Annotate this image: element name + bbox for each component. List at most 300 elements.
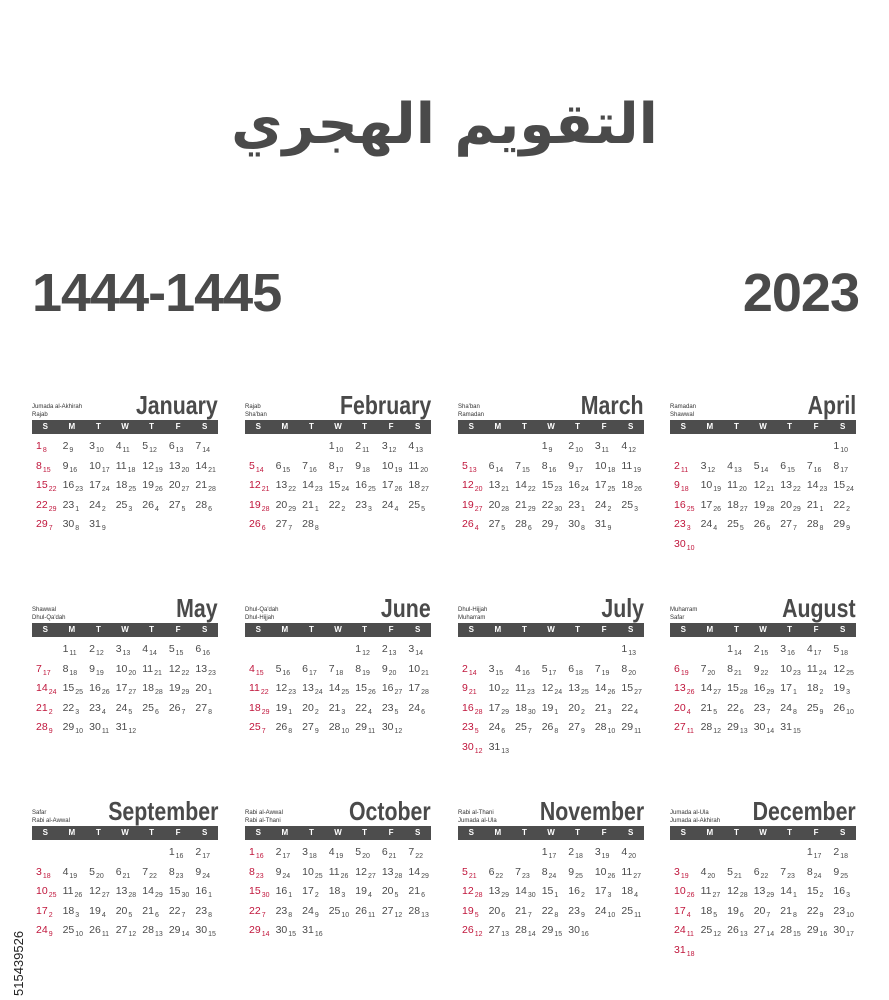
day-cell <box>378 846 405 866</box>
hijri-day: 2 <box>580 892 585 899</box>
day-cell <box>85 905 112 925</box>
gregorian-day: 30 <box>195 924 208 936</box>
hijri-day: 3 <box>846 689 850 696</box>
day-cell <box>272 924 299 944</box>
hijri-day: 10 <box>607 911 616 919</box>
gregorian-day: 25 <box>328 904 341 917</box>
weekday-label: W <box>334 828 342 837</box>
gregorian-day: 2 <box>568 846 575 858</box>
day-cell <box>272 702 299 722</box>
hijri-month-name: Dhul-Qa'dah <box>245 607 279 613</box>
gregorian-day: 15 <box>355 682 367 694</box>
day-cell <box>112 460 139 480</box>
day-cell <box>538 885 565 905</box>
gregorian-day: 11 <box>62 885 74 897</box>
gregorian-day: 8 <box>62 662 69 675</box>
day-cell <box>138 440 165 460</box>
hijri-day: 27 <box>633 872 642 880</box>
gregorian-day: 4 <box>727 459 733 472</box>
gregorian-day: 8 <box>168 865 175 878</box>
hijri-day: 21 <box>501 486 510 493</box>
day-cell <box>617 643 644 663</box>
day-cell <box>165 682 192 702</box>
hijri-day: 23 <box>792 669 801 677</box>
day-cell <box>378 885 405 905</box>
gregorian-day: 3 <box>89 440 95 452</box>
gregorian-day: 20 <box>302 701 314 714</box>
weekday-label: W <box>759 828 767 837</box>
day-cell <box>59 440 86 460</box>
day-cell <box>85 518 112 538</box>
gregorian-day: 27 <box>302 721 314 733</box>
gregorian-day: 14 <box>594 682 607 694</box>
gregorian-day: 30 <box>568 518 580 530</box>
day-cell <box>378 440 405 460</box>
days-grid <box>32 846 218 944</box>
day-cell <box>351 702 378 722</box>
hijri-day: 7 <box>766 708 771 716</box>
gregorian-day: 10 <box>89 459 101 472</box>
gregorian-day: 9 <box>275 865 282 878</box>
gregorian-day: 12 <box>462 885 474 897</box>
day-cell <box>776 682 803 702</box>
day-cell <box>829 885 856 905</box>
empty-cell <box>298 440 325 460</box>
day-cell <box>564 924 591 944</box>
gregorian-day: 28 <box>806 518 819 530</box>
day-cell <box>538 682 565 702</box>
hijri-day: 7 <box>48 525 53 532</box>
day-cell <box>750 682 777 702</box>
hijri-day: 15 <box>521 466 530 474</box>
weekday-header <box>458 623 644 637</box>
weekday-label: S <box>627 828 634 837</box>
hijri-day: 23 <box>208 669 216 677</box>
day-cell <box>829 924 856 944</box>
day-cell <box>298 846 325 866</box>
hijri-month-name: Muharram <box>458 615 486 621</box>
month-may <box>32 593 218 779</box>
gregorian-day: 7 <box>780 865 787 878</box>
gregorian-day: 15 <box>168 885 181 897</box>
gregorian-day: 27 <box>115 924 128 936</box>
weekday-label: T <box>787 422 792 431</box>
gregorian-day: 29 <box>36 518 48 530</box>
hijri-day: 13 <box>501 931 510 938</box>
hijri-month-name: Jumada al-Akhirah <box>32 404 83 410</box>
day-cell <box>485 721 512 741</box>
day-cell <box>723 885 750 905</box>
gregorian-day: 14 <box>515 479 527 491</box>
day-cell <box>191 479 218 499</box>
gregorian-day: 28 <box>780 924 792 936</box>
hijri-day: 9 <box>548 447 553 454</box>
day-cell <box>138 866 165 886</box>
day-cell <box>112 479 139 499</box>
day-cell <box>776 643 803 663</box>
gregorian-day: 4 <box>806 643 813 655</box>
gregorian-day: 11 <box>621 459 633 472</box>
gregorian-day: 22 <box>355 701 367 714</box>
gregorian-day: 24 <box>302 904 314 917</box>
day-cell <box>591 846 618 866</box>
gregorian-day: 23 <box>568 498 580 511</box>
day-cell <box>112 866 139 886</box>
gregorian-day: 27 <box>381 904 394 917</box>
day-cell <box>245 702 272 722</box>
gregorian-day: 3 <box>115 643 122 655</box>
hijri-day: 17 <box>202 853 211 860</box>
hijri-day: 12 <box>713 931 722 938</box>
day-cell <box>564 682 591 702</box>
weekday-label: S <box>627 422 634 431</box>
hijri-day: 15 <box>255 669 264 677</box>
day-cell <box>458 663 485 683</box>
gregorian-day: 7 <box>195 440 202 452</box>
day-cell <box>325 905 352 925</box>
day-cell <box>617 846 644 866</box>
gregorian-day: 14 <box>515 885 527 897</box>
day-cell <box>404 499 431 519</box>
hijri-day: 27 <box>394 689 403 696</box>
day-cell <box>272 663 299 683</box>
gregorian-day: 15 <box>833 479 846 491</box>
gregorian-day: 29 <box>541 518 554 530</box>
day-cell <box>750 924 777 944</box>
day-cell <box>697 499 724 519</box>
gregorian-day: 23 <box>753 701 766 714</box>
empty-cell <box>458 846 485 866</box>
hijri-day: 29 <box>792 505 801 513</box>
hijri-day: 13 <box>733 466 742 474</box>
weekday-label: W <box>334 422 342 431</box>
day-cell <box>750 499 777 519</box>
gregorian-day: 13 <box>674 682 686 694</box>
empty-cell <box>325 643 352 663</box>
day-cell <box>59 885 86 905</box>
gregorian-day: 31 <box>674 943 686 956</box>
weekday-label: F <box>388 828 394 837</box>
day-cell <box>564 663 591 683</box>
weekday-label: W <box>121 828 129 837</box>
hijri-day: 3 <box>607 892 612 899</box>
weekday-label: T <box>308 625 314 634</box>
day-cell <box>564 460 591 480</box>
hijri-day: 15 <box>42 466 51 474</box>
day-cell <box>85 885 112 905</box>
gregorian-day: 18 <box>621 885 634 897</box>
hijri-day: 17 <box>282 853 291 860</box>
hijri-day: 5 <box>739 525 744 532</box>
gregorian-day: 23 <box>833 904 846 917</box>
hijri-day: 12 <box>628 447 637 454</box>
weekday-label: S <box>255 828 261 837</box>
hijri-day: 24 <box>341 486 350 493</box>
weekday-label: T <box>575 422 580 431</box>
day-cell <box>617 905 644 925</box>
day-cell <box>564 721 591 741</box>
day-cell <box>245 518 272 538</box>
gregorian-day: 28 <box>594 721 607 733</box>
hijri-day: 22 <box>260 689 269 696</box>
gregorian-day: 22 <box>249 904 261 917</box>
gregorian-day: 21 <box>515 904 527 917</box>
day-cell <box>803 499 830 519</box>
gregorian-day: 15 <box>328 479 341 491</box>
day-cell <box>191 885 218 905</box>
hijri-day: 17 <box>548 669 557 677</box>
weekday-label: T <box>362 828 367 837</box>
day-cell <box>298 721 325 741</box>
day-cell <box>803 846 830 866</box>
day-cell <box>325 721 352 741</box>
hijri-day: 13 <box>175 447 184 454</box>
gregorian-day: 26 <box>833 701 846 714</box>
gregorian-day: 28 <box>142 924 154 936</box>
hijri-day: 5 <box>181 505 186 513</box>
gregorian-day: 30 <box>89 721 101 733</box>
gregorian-day: 18 <box>806 682 819 694</box>
gregorian-day: 14 <box>328 682 341 694</box>
gregorian-day: 18 <box>142 682 154 694</box>
weekday-label: F <box>813 625 819 634</box>
day-cell <box>458 702 485 722</box>
gregorian-day: 18 <box>249 701 261 714</box>
hijri-day: 30 <box>554 505 563 513</box>
day-cell <box>538 663 565 683</box>
hijri-day: 11 <box>634 911 642 919</box>
hijri-months-label <box>458 403 484 419</box>
gregorian-day: 7 <box>515 459 521 472</box>
day-cell <box>697 702 724 722</box>
hijri-day: 15 <box>760 650 769 657</box>
hijri-day: 3 <box>634 505 638 513</box>
gregorian-day: 14 <box>806 479 819 491</box>
hijri-day: 8 <box>42 447 47 454</box>
gregorian-day: 9 <box>568 459 575 472</box>
gregorian-day: 17 <box>381 479 394 491</box>
empty-cell <box>697 643 724 663</box>
gregorian-day: 7 <box>594 662 601 675</box>
gregorian-day: 2 <box>753 643 760 655</box>
day-cell <box>485 866 512 886</box>
hijri-day: 19 <box>69 872 78 880</box>
hijri-months-label <box>245 606 279 622</box>
day-cell <box>351 721 378 741</box>
day-cell <box>245 866 272 886</box>
hijri-day: 4 <box>101 911 106 919</box>
hijri-day: 19 <box>95 669 104 677</box>
day-cell <box>298 905 325 925</box>
gregorian-day: 8 <box>328 459 335 472</box>
hijri-month-name: Rabi al-Awwal <box>32 818 70 824</box>
gregorian-day: 31 <box>780 721 792 733</box>
day-cell <box>829 460 856 480</box>
hijri-day: 10 <box>341 911 350 919</box>
day-cell <box>829 682 856 702</box>
gregorian-day: 13 <box>195 662 208 675</box>
hijri-day: 13 <box>739 931 748 938</box>
hijri-month-name: Shawwal <box>32 607 57 613</box>
hijri-day: 11 <box>634 728 642 735</box>
hijri-day: 2 <box>314 892 319 899</box>
day-cell <box>750 518 777 538</box>
weekday-label: T <box>575 625 580 634</box>
gregorian-day: 13 <box>275 479 288 491</box>
day-cell <box>723 499 750 519</box>
weekday-label: T <box>308 828 314 837</box>
empty-cell <box>245 440 272 460</box>
gregorian-day: 17 <box>780 682 792 694</box>
hijri-day: 22 <box>792 486 801 493</box>
weekday-label: F <box>813 422 819 431</box>
month-name: March <box>581 390 644 420</box>
gregorian-day: 12 <box>753 479 766 491</box>
hijri-day: 24 <box>282 872 291 880</box>
hijri-day: 1 <box>208 689 212 696</box>
day-cell <box>404 846 431 866</box>
gregorian-day: 19 <box>275 701 288 714</box>
gregorian-day: 17 <box>302 885 314 897</box>
gregorian-day: 7 <box>408 846 415 858</box>
gregorian-day: 22 <box>62 701 75 714</box>
gregorian-day: 11 <box>115 459 127 472</box>
day-cell <box>272 721 299 741</box>
gregorian-day: 25 <box>62 924 75 936</box>
hijri-day: 14 <box>468 669 477 677</box>
weekday-label: M <box>281 422 289 431</box>
hijri-day: 15 <box>208 931 216 938</box>
gregorian-day: 9 <box>89 662 95 675</box>
day-cell <box>112 499 139 519</box>
hijri-day: 8 <box>314 525 319 532</box>
hijri-day: 23 <box>521 872 530 880</box>
day-cell <box>564 499 591 519</box>
gregorian-day: 30 <box>674 537 686 550</box>
day-cell <box>404 663 431 683</box>
days-grid <box>32 440 218 538</box>
weekday-label: W <box>334 625 342 634</box>
gregorian-day: 18 <box>328 885 341 897</box>
weekday-label: F <box>813 828 819 837</box>
hijri-day: 29 <box>501 892 510 899</box>
day-cell <box>272 518 299 538</box>
hijri-day: 6 <box>261 525 266 532</box>
gregorian-day: 20 <box>115 904 128 917</box>
hijri-day: 15 <box>495 669 504 677</box>
day-cell <box>829 663 856 683</box>
hijri-day: 28 <box>474 892 483 899</box>
day-cell <box>776 702 803 722</box>
day-cell <box>564 885 591 905</box>
hijri-day: 10 <box>341 728 350 735</box>
day-cell <box>351 846 378 866</box>
weekday-label: T <box>575 828 580 837</box>
gregorian-day: 2 <box>381 643 388 655</box>
day-cell <box>697 682 724 702</box>
gregorian-day: 31 <box>115 721 128 733</box>
hijri-day: 3 <box>75 911 80 919</box>
hijri-day: 3 <box>341 892 346 899</box>
weekday-label: T <box>149 625 154 634</box>
day-cell <box>59 702 86 722</box>
hijri-day: 5 <box>394 708 399 716</box>
gregorian-day: 25 <box>727 518 739 530</box>
hijri-day: 10 <box>846 911 854 919</box>
hijri-day: 1 <box>554 708 559 716</box>
hijri-day: 28 <box>421 689 429 696</box>
hijri-day: 29 <box>421 872 429 880</box>
gregorian-day: 21 <box>328 701 341 714</box>
day-cell <box>378 663 405 683</box>
gregorian-day: 5 <box>89 865 95 878</box>
hijri-day: 10 <box>846 708 854 716</box>
hijri-day: 23 <box>554 486 563 493</box>
hijri-month-name: Sha'ban <box>458 404 480 410</box>
gregorian-day: 1 <box>328 440 335 452</box>
gregorian-day: 27 <box>168 498 181 511</box>
gregorian-day: 28 <box>515 924 527 936</box>
gregorian-day: 15 <box>249 885 261 897</box>
day-cell <box>538 479 565 499</box>
gregorian-day: 25 <box>806 701 819 714</box>
day-cell <box>750 721 777 741</box>
hijri-day: 5 <box>128 911 133 919</box>
hijri-months-label <box>458 809 497 825</box>
day-cell <box>511 905 538 925</box>
hijri-day: 18 <box>575 669 583 677</box>
month-name: December <box>752 796 856 826</box>
day-cell <box>591 440 618 460</box>
day-cell <box>85 643 112 663</box>
hijri-day: 8 <box>208 708 212 716</box>
day-cell <box>776 924 803 944</box>
hijri-day: 28 <box>261 505 270 513</box>
day-cell <box>112 682 139 702</box>
hijri-day: 13 <box>421 911 429 919</box>
hijri-day: 18 <box>607 466 616 474</box>
gregorian-day: 28 <box>328 721 341 733</box>
weekday-label: M <box>494 422 502 431</box>
day-cell <box>298 518 325 538</box>
gregorian-day: 15 <box>541 479 554 491</box>
empty-cell <box>112 846 139 866</box>
hijri-day: 13 <box>628 650 637 657</box>
hijri-day: 25 <box>314 872 323 880</box>
hijri-day: 19 <box>680 872 689 880</box>
weekday-label: S <box>468 828 474 837</box>
gregorian-day: 7 <box>806 459 813 472</box>
hijri-day: 10 <box>575 447 583 454</box>
day-cell <box>138 643 165 663</box>
weekday-label: S <box>680 828 686 837</box>
weekday-label: S <box>42 625 48 634</box>
hijri-day: 17 <box>101 466 110 474</box>
hijri-day: 23 <box>314 486 323 493</box>
days-grid <box>32 643 218 741</box>
gregorian-day: 3 <box>780 643 787 655</box>
day-cell <box>458 479 485 499</box>
gregorian-day: 2 <box>833 846 840 858</box>
weekday-label: F <box>175 422 181 431</box>
weekday-label: T <box>733 422 739 431</box>
month-name: June <box>381 593 431 623</box>
gregorian-day: 29 <box>541 924 554 936</box>
day-cell <box>591 460 618 480</box>
gregorian-day: 20 <box>488 498 501 511</box>
hijri-day: 9 <box>101 525 106 532</box>
hijri-day: 21 <box>468 689 477 696</box>
